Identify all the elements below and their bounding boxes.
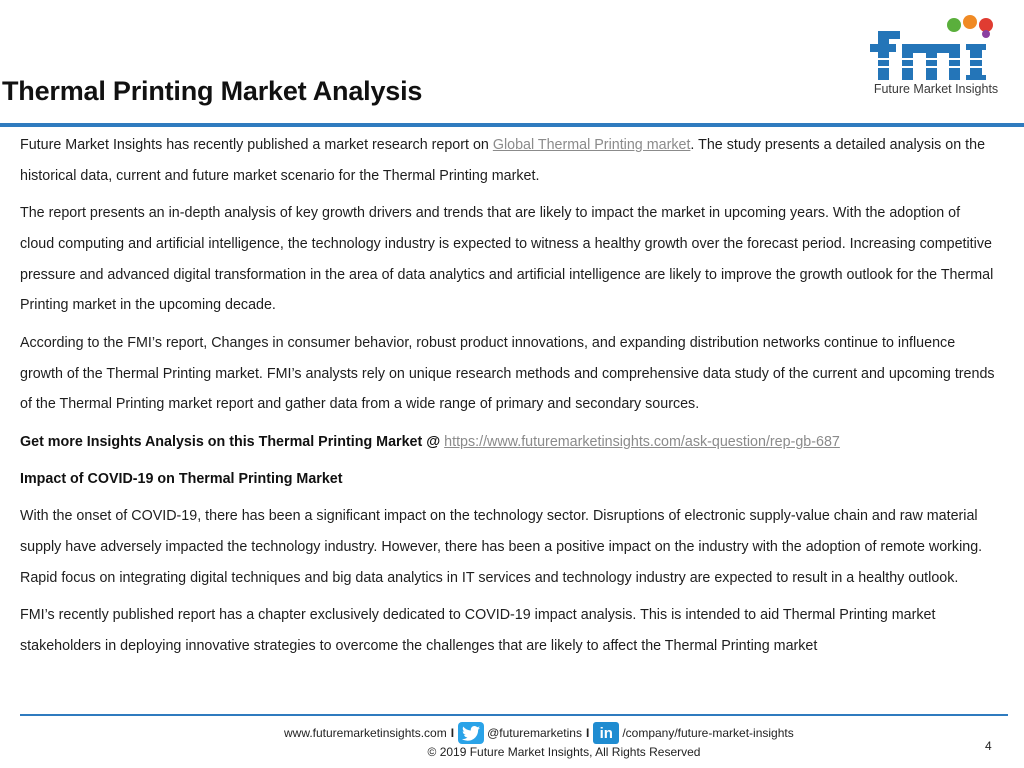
- linkedin-icon[interactable]: in: [593, 722, 619, 744]
- paragraph-fmi-report: According to the FMI’s report, Changes in consumer behavior, robust product innovations, and expanding distribution networks continue to influence growth of the Thermal Printing market. FMI’s analysts rely on unique research methods and comprehensive data study of the current and upcoming trends of the Thermal Printing market report and gather data from a wide range of primary and secondary sources.: [20, 334, 995, 413]
- linkedin-path[interactable]: /company/future-market-insights: [622, 726, 794, 740]
- fmi-logo: [862, 14, 1006, 100]
- paragraph-intro: [20, 130, 995, 192]
- insights-label: Get more Insights Analysis on this Thermal Printing Market @: [20, 433, 445, 450]
- website-link[interactable]: www.futuremarketinsights.com: [284, 726, 447, 740]
- article-body: [20, 130, 995, 668]
- intro-text-cont: . The study presents a detailed analysis on the historical data, current and future market scenario for the Thermal Printing market.: [20, 137, 986, 184]
- logo-caption: Future Market Insights: [873, 82, 999, 96]
- fmi-logo-graphic: [862, 14, 1006, 84]
- report-link[interactable]: Global Thermal Printing market: [492, 137, 691, 153]
- covid-heading-text: Impact of COVID-19 on Thermal Printing Market: [20, 470, 343, 487]
- footer-separator-2: I: [585, 726, 590, 740]
- paragraph-covid-chapter: FMI’s recently published report has a chapter exclusively dedicated to COVID-19 impact analysis. This is intended to aid Thermal Printing market stakeholders in deploying innovative strategies to overcome the challenges that are likely to affect the Thermal Printing market: [20, 607, 936, 654]
- title-divider: [0, 123, 1024, 127]
- paragraph-growth-drivers: The report presents an in-depth analysis of key growth drivers and trends that are likely to impact the market in upcoming years. With the adoption of cloud computing and artificial intelligence, the technology industry is expected to witness a healthy growth over the forecast period. Increasing competitive pressure and advanced digital transformation in the area of data analytics and artificial intelligence are likely to improve the growth outlook for the Thermal Printing market in the upcoming decade.: [20, 205, 994, 314]
- footer-divider: [20, 714, 1008, 716]
- footer-links: [284, 722, 794, 744]
- paragraph-insights-link: [20, 427, 995, 458]
- copyright: © 2019 Future Market Insights, All Rights Reserved: [427, 745, 701, 759]
- ask-question-link[interactable]: https://www.futuremarketinsights.com/ask-question/rep-gb-687: [444, 433, 840, 450]
- twitter-handle[interactable]: @futuremarketins: [487, 726, 582, 740]
- page-title: Thermal Printing Market Analysis: [2, 76, 423, 106]
- covid-heading: [20, 464, 995, 495]
- footer-separator: I: [450, 726, 455, 740]
- paragraph-covid-impact: With the onset of COVID-19, there has been a significant impact on the technology sector. Disruptions of electronic supply-value chain and raw material supply have adversely impacted the technology industry. However, there has been a positive impact on the industry with the adoption of remote working. Rapid focus on integrating digital techniques and big data analytics in IT services and technology industry are expected to result in a healthy outlook.: [20, 508, 983, 586]
- page-number: 4: [985, 739, 992, 753]
- intro-text: Future Market Insights has recently published a market research report on: [20, 137, 493, 153]
- twitter-icon[interactable]: [458, 722, 484, 744]
